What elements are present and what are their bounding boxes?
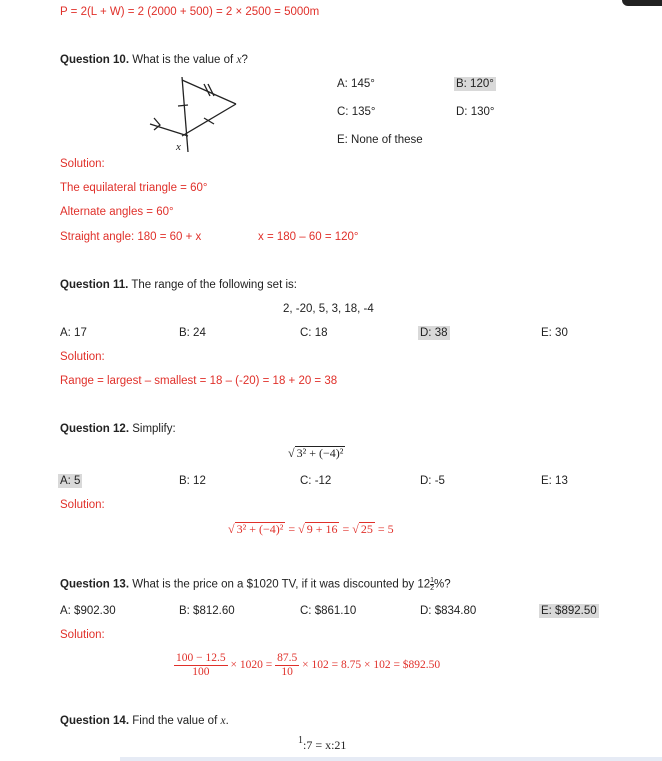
q12-sol-radicand-3: 25 bbox=[360, 522, 373, 536]
q12-radicand: 3² + (−4)² bbox=[296, 446, 344, 460]
q13-option-e[interactable]: E: $892.50 bbox=[541, 605, 597, 617]
triangle-figure bbox=[140, 72, 250, 154]
question-10-text: What is the value of bbox=[132, 54, 234, 66]
triangle-side-right bbox=[182, 104, 236, 136]
question-12 bbox=[60, 423, 176, 435]
q11-option-a[interactable]: A: 17 bbox=[60, 327, 87, 339]
question-11 bbox=[60, 279, 297, 291]
question-13: Question 13. What is the price on a $1020 TV, if it was discounted by 12 $\frac{1}{2}$ %? bbox=[60, 577, 451, 592]
q10-solution-line-2: Alternate angles = 60° bbox=[60, 206, 174, 218]
q13-solution-expression: $\frac{100 - 12.5}{100}$ × 1020 = $\frac{87.5}{10}$ × 102 = 8.75 × 102 = $892.50 bbox=[176, 652, 441, 678]
question-10-qmark: ? bbox=[241, 54, 248, 66]
question-13-text: What is the price on a $1020 TV, if it was discounted by 12 bbox=[132, 578, 431, 591]
q13-solution-label: Solution: bbox=[60, 629, 105, 641]
transversal-line bbox=[182, 77, 188, 152]
q12-option-a[interactable]: A: 5 bbox=[60, 475, 81, 487]
question-11-text: The range of the following set is: bbox=[131, 279, 297, 291]
question-12-text: Simplify: bbox=[132, 423, 176, 435]
triangle-side-top bbox=[182, 80, 236, 104]
q11-solution-line: Range = largest – smallest = 18 – (-20) = 18 + 20 = 38 bbox=[60, 375, 338, 387]
window-corner bbox=[622, 0, 662, 6]
q11-option-b[interactable]: B: 24 bbox=[179, 327, 206, 339]
q11-solution-label: Solution: bbox=[60, 351, 105, 363]
q11-option-c[interactable]: C: 18 bbox=[300, 327, 328, 339]
question-14-text: Find the value of bbox=[132, 715, 218, 727]
question-14-var: x bbox=[220, 715, 226, 727]
q13-option-a[interactable]: A: $902.30 bbox=[60, 605, 116, 617]
q12-sol-radicand-2: 9 + 16 bbox=[306, 522, 338, 536]
q10-solution-line-1: The equilateral triangle = 60° bbox=[60, 182, 208, 194]
q12-solution-label: Solution: bbox=[60, 499, 105, 511]
question-10-label: Question 10. bbox=[60, 54, 130, 66]
tick-right bbox=[204, 118, 214, 124]
q12-solution-expression: √ 3² + (−4)² = √ 9 + 16 = √ 25 = 5 bbox=[228, 522, 394, 536]
q10-solution-line-3: Straight angle: 180 = 60 + x bbox=[60, 231, 202, 243]
tick-left bbox=[178, 105, 188, 106]
q10-option-a[interactable]: A: 145° bbox=[337, 78, 375, 90]
question-10-var: x bbox=[236, 54, 242, 66]
q12-sol-radicand-1: 3² + (−4)² bbox=[236, 522, 284, 536]
q10-solution-label: Solution: bbox=[60, 158, 105, 170]
bottom-highlight-bar bbox=[120, 757, 662, 761]
q11-option-d[interactable]: D: 38 bbox=[420, 327, 448, 339]
q14-expression bbox=[298, 735, 347, 753]
q10-option-d[interactable]: D: 130° bbox=[456, 106, 495, 118]
q12-option-b[interactable]: B: 12 bbox=[179, 475, 206, 487]
q13-option-b[interactable]: B: $812.60 bbox=[179, 605, 235, 617]
q12-option-d[interactable]: D: -5 bbox=[420, 475, 445, 487]
question-13-fraction: $\frac{1}{2}$ bbox=[430, 577, 435, 592]
q12-option-e[interactable]: E: 13 bbox=[541, 475, 568, 487]
question-10 bbox=[60, 54, 248, 66]
question-13-label: Question 13. bbox=[60, 578, 130, 591]
question-14: Question 14. Find the value of x. bbox=[60, 715, 229, 727]
q12-expression bbox=[288, 446, 345, 461]
q13-option-d[interactable]: D: $834.80 bbox=[420, 605, 477, 617]
figure-x-label: x bbox=[176, 141, 181, 153]
q13-sol-fraction-2: $\frac{87.5}{10}$ bbox=[277, 652, 298, 678]
question-12-label: Question 12. bbox=[60, 423, 130, 435]
perimeter-line: P = 2(L + W) = 2 (2000 + 500) = 2 × 2500 = 5000m bbox=[60, 6, 320, 18]
q10-option-c[interactable]: C: 135° bbox=[337, 106, 376, 118]
q12-sol-end: = 5 bbox=[374, 522, 394, 536]
parallel-arrow bbox=[154, 118, 160, 130]
q14-expr-num: 1 bbox=[298, 735, 303, 746]
q12-option-c[interactable]: C: -12 bbox=[300, 475, 332, 487]
q13-option-c[interactable]: C: $861.10 bbox=[300, 605, 357, 617]
q11-option-e[interactable]: E: 30 bbox=[541, 327, 568, 339]
q10-option-e[interactable]: E: None of these bbox=[337, 134, 423, 146]
q14-expr-rest: :7 = x:21 bbox=[303, 738, 347, 752]
question-14-label: Question 14. bbox=[60, 715, 130, 727]
q10-option-b[interactable]: B: 120° bbox=[456, 78, 494, 90]
q10-solution-result: x = 180 – 60 = 120° bbox=[258, 231, 359, 243]
parallel-line bbox=[150, 124, 188, 136]
q13-sol-fraction-1: $\frac{100 - 12.5}{100}$ bbox=[176, 652, 226, 678]
q11-set: 2, -20, 5, 3, 18, -4 bbox=[283, 303, 374, 315]
radical-sign: √ bbox=[288, 446, 295, 460]
question-11-label: Question 11. bbox=[60, 279, 129, 291]
